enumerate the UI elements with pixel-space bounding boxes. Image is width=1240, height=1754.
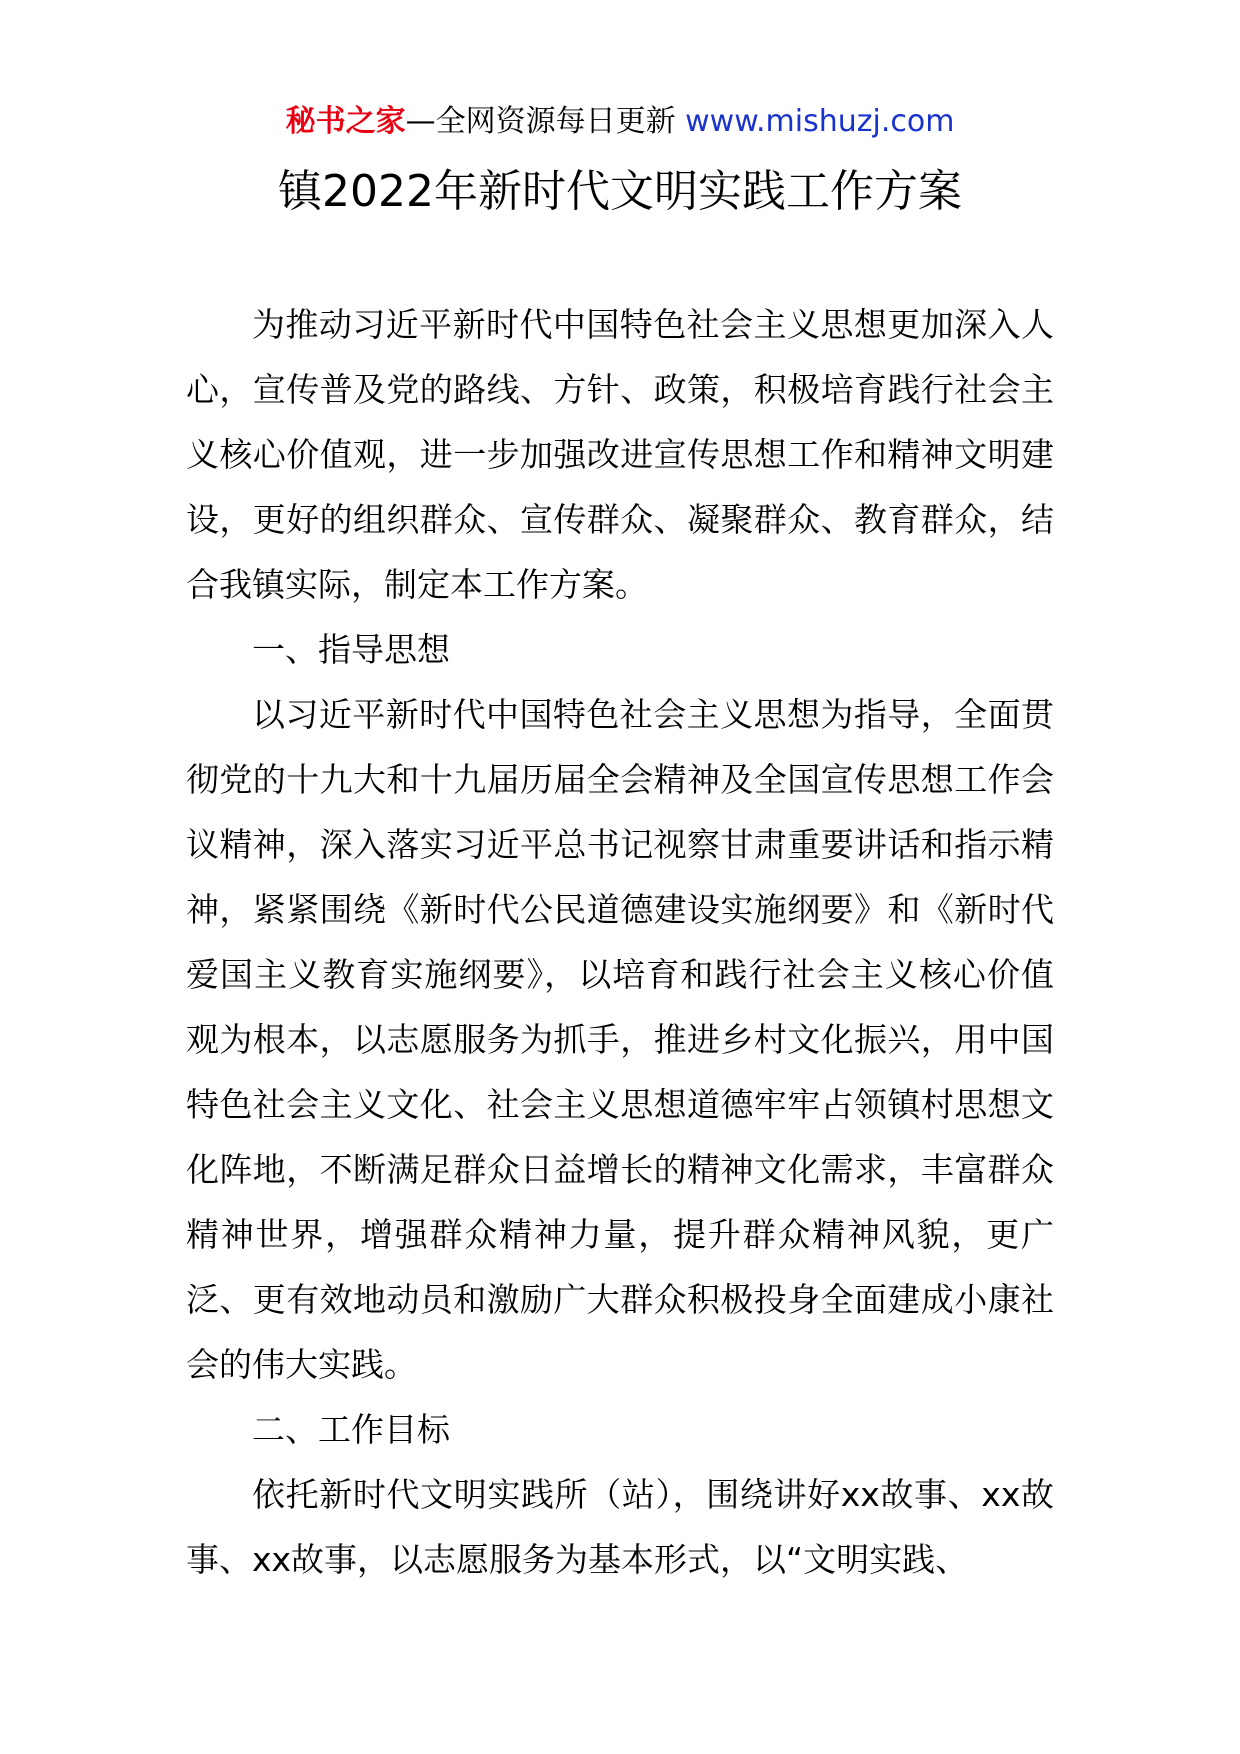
section-paragraph-work-goals: 依托新时代文明实践所（站），围绕讲好xx故事、xx故事、xx故事，以志愿服务为基本形式，以“文明实践、 — [186, 1475, 1054, 1579]
site-header — [0, 102, 1240, 142]
site-url-link[interactable]: www.mishuzj.com — [685, 104, 955, 139]
section-heading-work-goals: 二、工作目标 — [252, 1410, 450, 1449]
document-title: 镇2022年新时代文明实践工作方案 — [278, 166, 962, 217]
section-paragraph-guiding-thought: 以习近平新时代中国特色社会主义思想为指导，全面贯彻党的十九大和十九届历届全会精神及全国宣传思想工作会议精神，深入落实习近平总书记视察甘肃重要讲话和指示精神，紧紧围绕《新时代公民道德建设实施纲要》和《新时代爱国主义教育实施纲要》，以培育和践行社会主义核心价值观为根本，以志愿服务为抓手，推进乡村文化振兴，用中国特色社会主义文化、社会主义思想道德牢牢占领镇村思想文化阵地，不断满足群众日益增长的精神文化需求，丰富群众精神世界，增强群众精神力量，提升群众精神风貌，更广泛、更有效地动员和激励广大群众积极投身全面建成小康社会的伟大实践。 — [186, 695, 1054, 1384]
brand-name: 秘书之家 — [285, 104, 406, 139]
intro-paragraph: 为推动习近平新时代中国特色社会主义思想更加深入人心，宣传普及党的路线、方针、政策，积极培育践行社会主义核心价值观，进一步加强改进宣传思想工作和精神文明建设，更好的组织群众、宣传群众、凝聚群众、教育群众，结合我镇实际，制定本工作方案。 — [186, 305, 1054, 604]
document-body — [186, 292, 1054, 1592]
section-heading-guiding-thought: 一、指导思想 — [252, 630, 450, 669]
site-tagline: —全网资源每日更新 — [405, 104, 676, 139]
